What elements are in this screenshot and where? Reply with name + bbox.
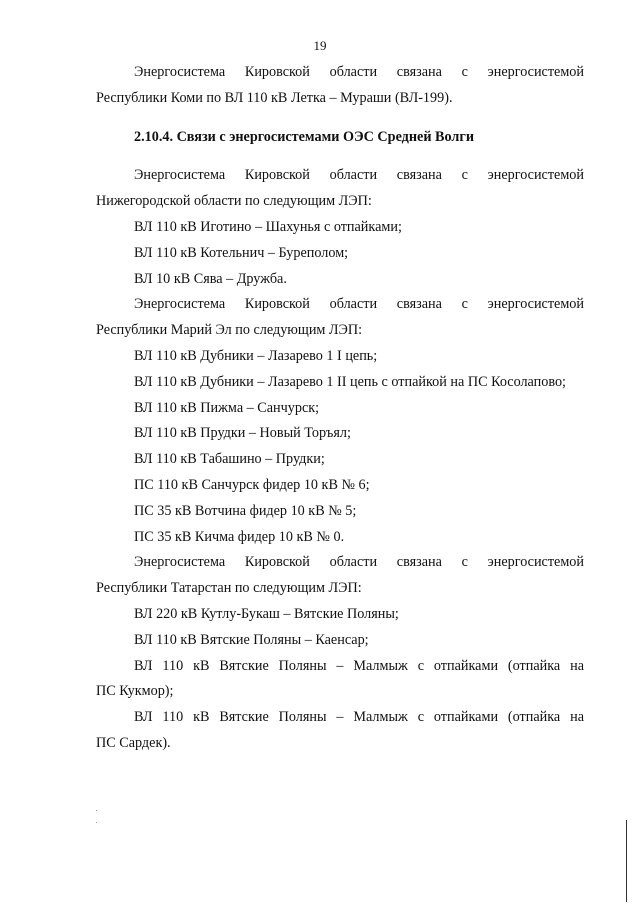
list-item: ВЛ 10 кВ Сява – Дружба. (134, 270, 287, 287)
paragraph-line: Энергосистема Кировской области связана с энергосистемой (134, 64, 584, 80)
document-body (96, 60, 584, 757)
list-item: ВЛ 110 кВ Иготино – Шахунья с отпайками; (134, 218, 402, 235)
list-item: ВЛ 110 кВ Прудки – Новый Торъял; (134, 425, 351, 442)
scan-edge-line (626, 820, 627, 902)
list-item: ВЛ 110 кВ Табашино – Прудки; (134, 451, 325, 468)
list-item: ВЛ 110 кВ Котельнич – Буреполом; (134, 244, 349, 261)
paragraph-line: Республики Татарстан по следующим ЛЭП: (96, 580, 362, 597)
list-item: ВЛ 220 кВ Кутлу-Букаш – Вятские Поляны; (134, 605, 399, 622)
paragraph-line: Энергосистема Кировской области связана с энергосистемой (134, 554, 584, 571)
paragraph-line: Энергосистема Кировской области связана с энергосистемой (134, 167, 584, 184)
scan-speck (96, 810, 97, 811)
paragraph-line: Энергосистема Кировской области связана с энергосистемой (134, 296, 584, 313)
paragraph-nizhny (96, 163, 584, 292)
paragraph-line: Нижегородской области по следующим ЛЭП: (96, 193, 372, 210)
list-item: ВЛ 110 кВ Вятские Поляны – Малмыж с отпайками (отпайка на (134, 709, 584, 726)
list-item: ПС 35 кВ Вотчина фидер 10 кВ № 5; (134, 502, 357, 519)
list-item: ПС 35 кВ Кичма фидер 10 кВ № 0. (134, 528, 345, 545)
page-number: 19 (313, 38, 327, 53)
paragraph-komi (96, 60, 584, 112)
paragraph-line: Республики Коми по ВЛ 110 кВ Летка – Мураши (ВЛ-199). (96, 89, 453, 106)
section-heading: 2.10.4. Связи с энергосистемами ОЭС Средней Волги (134, 128, 474, 145)
scan-speck (96, 822, 97, 823)
paragraph-tatarstan (96, 550, 584, 756)
list-item-continuation: ПС Кукмор); (96, 683, 174, 700)
list-item: ПС 110 кВ Санчурск фидер 10 кВ № 6; (134, 476, 370, 493)
paragraph-mariel (96, 292, 584, 550)
paragraph-line: Республики Марий Эл по следующим ЛЭП: (96, 322, 363, 339)
list-item: ВЛ 110 кВ Дубники – Лазарево 1 II цепь с отпайкой на ПС Косолапово; (134, 373, 566, 390)
list-item: ВЛ 110 кВ Пижма – Санчурск; (134, 399, 320, 416)
list-item: ВЛ 110 кВ Вятские Поляны – Каенсар; (134, 631, 369, 648)
list-item: ВЛ 110 кВ Вятские Поляны – Малмыж с отпайками (отпайка на (134, 657, 584, 674)
list-item-continuation: ПС Сардек). (96, 734, 171, 751)
list-item: ВЛ 110 кВ Дубники – Лазарево 1 I цепь; (134, 347, 378, 364)
